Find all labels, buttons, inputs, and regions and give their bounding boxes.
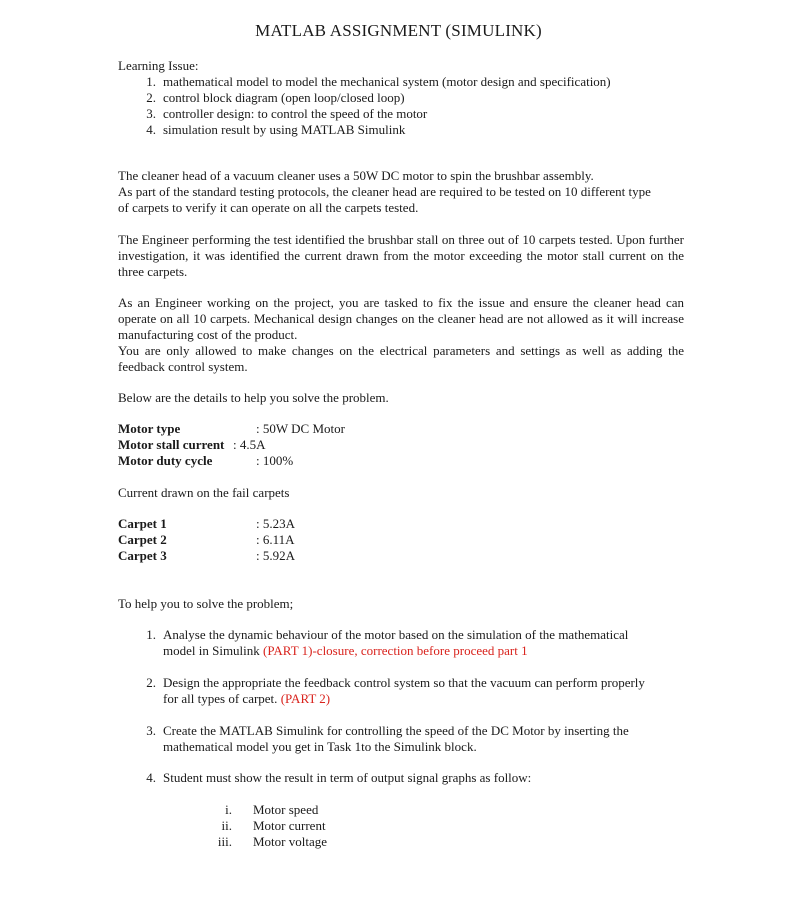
motor-type-value: : 50W DC Motor xyxy=(256,421,345,436)
output-number: ii. xyxy=(221,818,232,833)
carpet-value: : 5.92A xyxy=(256,548,295,563)
output-number: i. xyxy=(225,802,232,817)
list-item-number: 2. xyxy=(146,90,156,105)
task-line xyxy=(163,691,330,707)
motor-duty-label: Motor duty cycle xyxy=(118,453,213,468)
list-item: controller design: to control the speed of the motor xyxy=(163,106,428,121)
task-line: mathematical model you get in Task 1to the Simulink block. xyxy=(163,739,477,754)
paragraph-intro xyxy=(118,168,684,216)
list-item-number: 1. xyxy=(146,74,156,89)
list-item: mathematical model to model the mechanical system (motor design and specification) xyxy=(163,74,611,89)
task-line: Design the appropriate the feedback control system so that the vacuum can perform properly xyxy=(163,675,645,690)
list-item-number: 3. xyxy=(146,106,156,121)
task-line: Analyse the dynamic behaviour of the motor based on the simulation of the mathematical xyxy=(163,627,629,642)
learning-heading: Learning Issue: xyxy=(118,58,199,73)
output-item: Motor speed xyxy=(253,802,319,817)
list-item-number: 4. xyxy=(146,122,156,137)
output-item: Motor voltage xyxy=(253,834,328,849)
task-number: 3. xyxy=(146,723,156,738)
task-line: Student must show the result in term of output signal graphs as follow: xyxy=(163,770,532,785)
task-line-text: model in Simulink xyxy=(163,643,264,658)
task-number: 4. xyxy=(146,770,156,785)
task-note-red: (PART 2) xyxy=(280,691,331,706)
paragraph-line: As part of the standard testing protocols, the cleaner head are required to be tested on 10 different type xyxy=(118,184,651,199)
page-title: MATLAB ASSIGNMENT (SIMULINK) xyxy=(255,21,542,40)
paragraph-line: The cleaner head of a vacuum cleaner uses a 50W DC motor to spin the brushbar assembly. xyxy=(118,168,594,183)
output-item: Motor current xyxy=(253,818,326,833)
carpet-value: : 5.23A xyxy=(256,516,295,531)
motor-stall-value: : 4.5A xyxy=(233,437,266,452)
paragraph-task: As an Engineer working on the project, you are tasked to fix the issue and ensure the cleaner head can operate on all 10 carpets. Mechanical design changes on the cleaner head are not allowed as it will increase manufacturing cost of the product. xyxy=(118,295,684,342)
list-item: control block diagram (open loop/closed loop) xyxy=(163,90,405,105)
paragraph-constraints: You are only allowed to make changes on the electrical parameters and settings as well as adding the feedback control system. xyxy=(118,343,684,374)
carpet-label: Carpet 1 xyxy=(118,516,167,531)
list-item: simulation result by using MATLAB Simulink xyxy=(163,122,406,137)
carpet-label: Carpet 2 xyxy=(118,532,167,547)
help-intro: To help you to solve the problem; xyxy=(118,596,294,611)
motor-stall-label: Motor stall current xyxy=(118,437,225,452)
carpet-value: : 6.11A xyxy=(256,532,295,547)
output-number: iii. xyxy=(217,834,232,849)
task-line-text: for all types of carpet. xyxy=(163,691,281,706)
motor-type-label: Motor type xyxy=(118,421,181,436)
task-note-red: (PART 1)-closure, correction before proceed part 1 xyxy=(263,643,528,658)
motor-duty-value: : 100% xyxy=(256,453,294,468)
paragraph-line: of carpets to verify it can operate on all the carpets tested. xyxy=(118,200,419,215)
task-line xyxy=(163,643,528,659)
current-intro: Current drawn on the fail carpets xyxy=(118,485,290,500)
paragraph-investigation: The Engineer performing the test identified the brushbar stall on three out of 10 carpets tested. Upon further investigation, it was identified the current drawn from the motor exceeding the motor stall current on the three carpets. xyxy=(118,232,684,279)
task-number: 2. xyxy=(146,675,156,690)
task-number: 1. xyxy=(146,627,156,642)
carpet-label: Carpet 3 xyxy=(118,548,167,563)
details-intro: Below are the details to help you solve the problem. xyxy=(118,390,389,405)
task-line: Create the MATLAB Simulink for controlling the speed of the DC Motor by inserting the xyxy=(163,723,629,738)
